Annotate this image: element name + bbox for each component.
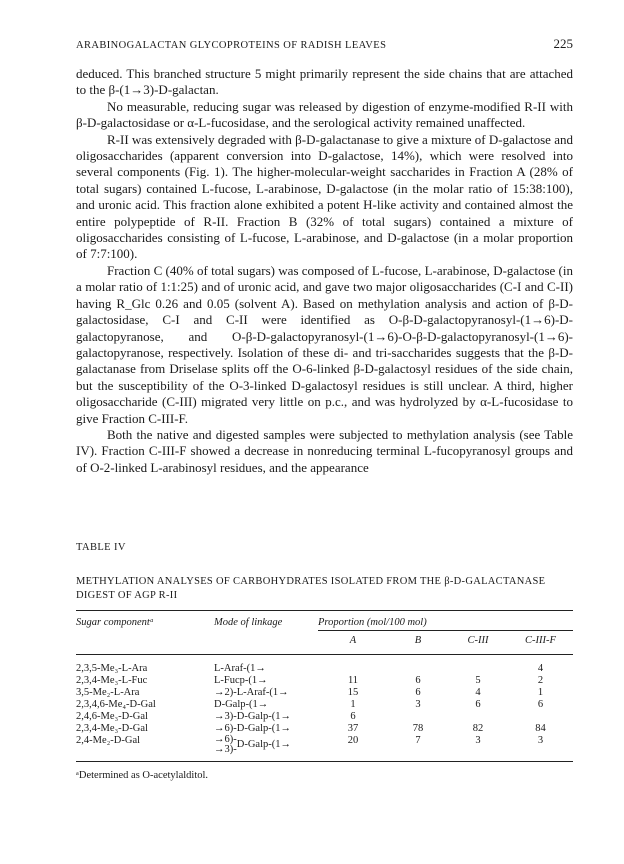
col-header-fraction: C-III-F xyxy=(508,631,573,655)
sugar-cell: 2,3,4-Me₃-L-Fuc xyxy=(76,675,148,686)
mode-branch-bottom: →3)- xyxy=(214,744,237,755)
value-cell: 20 xyxy=(318,735,388,762)
paragraph-2: No measurable, reducing sugar was released by digestion of enzyme-modified R-II with β-D-galactosidase or α-L-fucosidase, and the serological activity remained unaffected. xyxy=(76,98,573,131)
value-cell: 78 xyxy=(412,723,424,734)
value-cell: 6 xyxy=(537,699,544,710)
paragraph-1: deduced. This branched structure 5 might primarily represent the side chains that are attached to the β-(1→3)-D-galactan. xyxy=(76,66,573,98)
sugar-cell: 2,4,6-Me₃-D-Gal xyxy=(76,711,148,722)
value-cell: 37 xyxy=(347,723,359,734)
table-row xyxy=(76,675,573,687)
value-cell: 15 xyxy=(347,687,359,698)
mode-cell: →2)-L-Araf-(1→ xyxy=(214,687,289,698)
value-cell: 2 xyxy=(537,675,544,686)
table-row xyxy=(76,735,573,762)
value-cell xyxy=(388,655,448,676)
value-cell: 7 xyxy=(388,735,448,762)
value-cell xyxy=(388,711,448,723)
value-cell: 84 xyxy=(535,723,546,734)
mode-cell-branched xyxy=(214,735,318,762)
running-title: ARABINOGALACTAN GLYCOPROTEINS OF RADISH LEAVES xyxy=(76,40,387,51)
page-number: 225 xyxy=(553,36,573,51)
table-row xyxy=(76,723,573,735)
paragraph-3: R-II was extensively degraded with β-D-galactanase to give a mixture of D-galactose and oligosaccharides (apparent conversion into D-galactose, 14%), which were resolved into several components (Fig. 1). The higher-molecular-weight saccharides in Fraction A (28% of total sugars) contained L-fucose, L-arabinose, D-galactose (in the molar ratio of 15:38:100), and uronic acid. This fraction alone exhibited a potent H-like activity and contained almost the entire polypeptide of R-II. Fraction B (32% of total sugars) contained a mixture of oligosaccharides consisting of L-fucose, L-arabinose, and D-galactose (in a molar proportion of 7:7:100). xyxy=(76,131,573,262)
methylation-table xyxy=(76,610,573,762)
mode-cell: L-Araf-(1→ xyxy=(214,655,318,676)
running-head xyxy=(76,36,573,52)
value-cell: 6 xyxy=(415,687,421,698)
sugar-cell: 2,3,4-Me₃-D-Gal xyxy=(76,723,148,734)
value-cell: 6 xyxy=(475,699,481,710)
table-label: TABLE IV xyxy=(76,542,126,553)
value-cell: 4 xyxy=(508,655,573,676)
table-row xyxy=(76,655,573,676)
col-header-mode: Mode of linkage xyxy=(214,611,318,631)
mode-branch-top: →6)- xyxy=(214,734,237,745)
table-row xyxy=(76,687,573,699)
table-row xyxy=(76,699,573,711)
value-cell xyxy=(448,711,508,723)
value-cell: 11 xyxy=(347,675,359,686)
value-cell: 3 xyxy=(448,735,508,762)
col-header-sugar: Sugar componentᵃ xyxy=(76,611,214,631)
value-cell xyxy=(448,655,508,676)
value-cell: 6 xyxy=(350,711,356,722)
col-header-proportion: Proportion (mol/100 mol) xyxy=(318,611,573,631)
value-cell xyxy=(318,655,388,676)
col-header-fraction: A xyxy=(318,631,388,655)
value-cell: 6 xyxy=(415,675,421,686)
mode-cell: L-Fucp-(1→ xyxy=(214,675,268,686)
paragraph-4: Fraction C (40% of total sugars) was composed of L-fucose, L-arabinose, D-galactose (in a molar ratio of 1:1:25) and of uronic acid, and gave two major oligosaccharides (C-I and C-II) having R_Glc 0.26 and 0.05 (solvent A). Based on methylation analysis and action of β-D-galactosidase, C-I and C-II were identified as O-β-D-galactopyranosyl-(1→6)-D-galactopyranose, and O-β-D-galactopyranosyl-(1→6)-O-β-D-galactopyranosyl-(1→6)-galactopyranose, respectively. Isolation of these di- and tri-saccharides suggests that the β-D-galactanase from Driselase splits off the O-6-linked β-D-galactosyl residues of the side chain, but the susceptibility of the O-3-linked D-galactosyl residues is still unclear. A third, higher oligosaccharide (C-III) migrated very little on p.c., and was hydrolyzed by α-L-fucosidase to give Fraction C-III-F. xyxy=(76,262,573,426)
value-cell: 1 xyxy=(537,687,544,698)
value-cell: 3 xyxy=(508,735,573,762)
mode-cell: →3)-D-Galp-(1→ xyxy=(214,711,291,722)
mode-branch-main: D-Galp-(1→ xyxy=(236,739,291,750)
mode-cell: D-Galp-(1→ xyxy=(214,699,269,710)
table-caption: METHYLATION ANALYSES OF CARBOHYDRATES ISOLATED FROM THE β-D-GALACTANASE DIGEST OF AGP R-II xyxy=(76,576,546,601)
sugar-cell: 2,3,4,6-Me₄-D-Gal xyxy=(76,699,156,710)
value-cell: 4 xyxy=(475,687,481,698)
value-cell: 3 xyxy=(415,699,421,710)
table-row xyxy=(76,711,573,723)
body-text xyxy=(76,66,573,476)
value-cell: 5 xyxy=(475,675,481,686)
sugar-cell: 2,4-Me₂-D-Gal xyxy=(76,735,214,762)
sugar-cell: 3,5-Me₂-L-Ara xyxy=(76,687,140,698)
col-header-fraction: C-III xyxy=(448,631,508,655)
value-cell xyxy=(508,711,573,723)
value-cell: 82 xyxy=(472,723,484,734)
table-footnote: ᵃDetermined as O-acetylalditol. xyxy=(76,770,209,781)
table-iv xyxy=(76,542,573,781)
mode-cell: →6)-D-Galp-(1→ xyxy=(214,723,291,734)
paragraph-5: Both the native and digested samples were subjected to methylation analysis (see Table IV). Fraction C-III-F showed a decrease in nonreducing terminal L-fucopyranosyl groups and of O-2-linked L-arabinosyl residues, and the appearance xyxy=(76,426,573,475)
sugar-cell: 2,3,5-Me₃-L-Ara xyxy=(76,655,214,676)
col-header-fraction: B xyxy=(388,631,448,655)
value-cell: 1 xyxy=(350,699,356,710)
